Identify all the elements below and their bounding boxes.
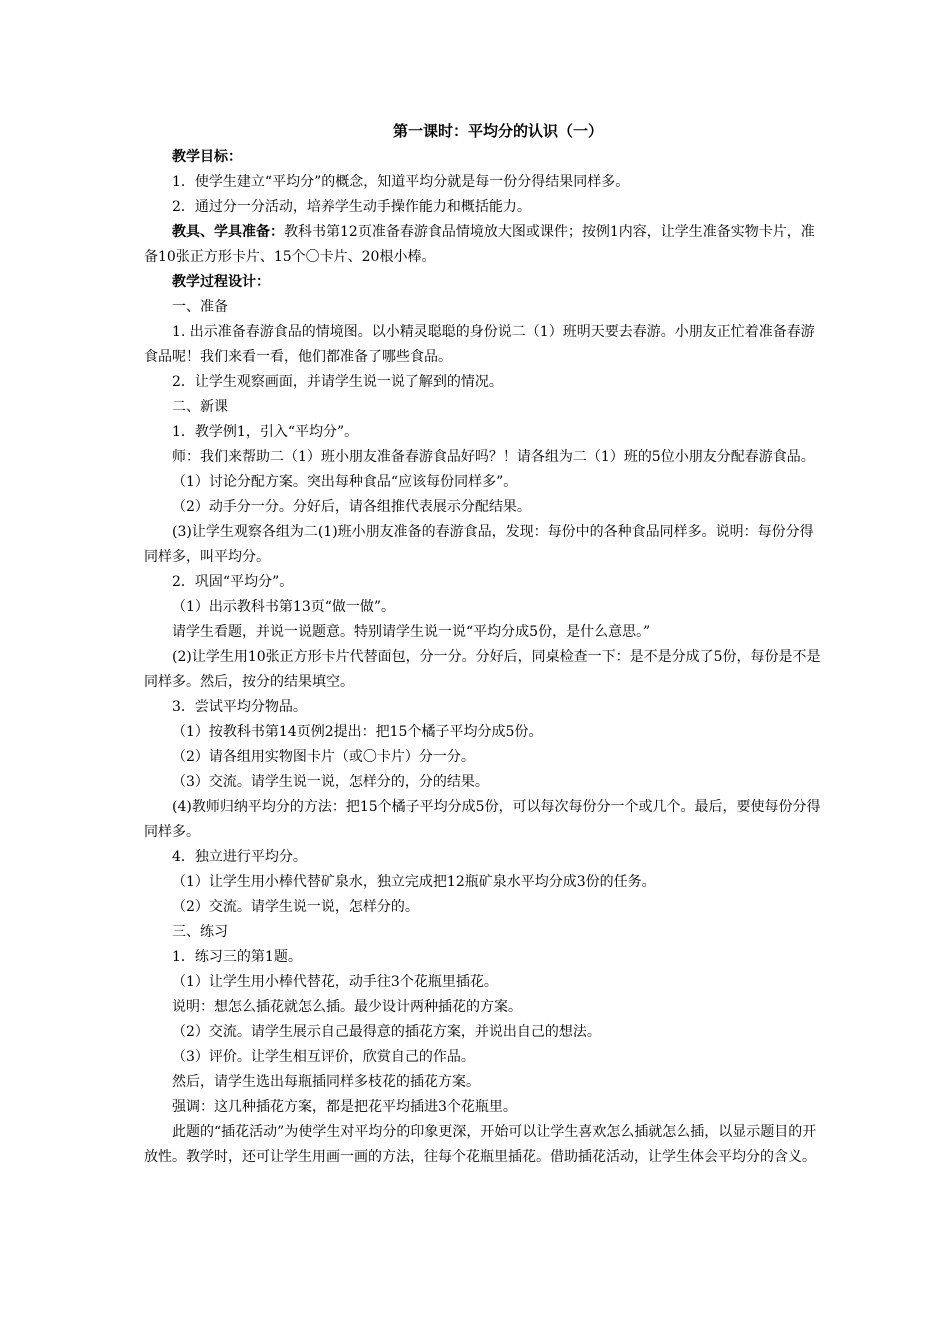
part-2-item-1-2: （2）动手分一分。分好后，请各组推代表展示分配结果。 (172, 499, 531, 515)
part-2-item-3-1: （1）按教科书第14页例2提出：把15个橘子平均分成5份。 (172, 724, 543, 740)
part-2-teacher: 师：我们来帮助二（1）班小朋友准备春游食品好吗？！请各组为二（1）班的5位小朋友分配春游食品。 (172, 449, 815, 465)
part-2-item-2-note: 请学生看题，并说一说题意。特别请学生说一说“平均分成5份，是什么意思。” (172, 624, 651, 640)
part-3-heading: 三、练习 (172, 924, 228, 940)
part-1-item-1: 1. 出示准备春游食品的情境图。以小精灵聪聪的身份说二（1）班明天要去春游。小朋友正忙着准备春游食品呢！我们来看一看，他们都准备了哪些食品。 (144, 324, 815, 365)
page-title: 第一课时：平均分的认识（一） (392, 122, 603, 140)
part-2-item-3: 3．尝试平均分物品。 (172, 699, 307, 715)
tools-text: 教科书第12页准备春游食品情境放大图或课件；按例1内容，让学生准备实物卡片，准备10张正方形卡片、15个〇卡片、20根小棒。 (144, 224, 815, 265)
goal-2: 2．通过分一分活动，培养学生动手操作能力和概括能力。 (172, 199, 531, 215)
part-2-item-3-2: （2）请各组用实物图卡片（或〇卡片）分一分。 (172, 749, 475, 765)
part-3-final: 此题的“插花活动”为使学生对平均分的印象更深，开始可以让学生喜欢怎么插就怎么插，以显示题目的开放性。教学时，还可让学生用画一画的方法，往每个花瓶里插花。借助插花活动，让学生体会平均分的含义。 (144, 1124, 817, 1165)
process-heading: 教学过程设计： (172, 274, 270, 290)
part-1-heading: 一、准备 (172, 299, 228, 315)
part-3-item-1-1: （1）让学生用小棒代替花，动手往3个花瓶里插花。 (172, 974, 498, 990)
goals-heading: 教学目标： (172, 149, 242, 165)
part-2-item-2: 2．巩固“平均分”。 (172, 574, 294, 590)
tools-heading: 教具、学具准备： (172, 224, 284, 240)
part-3-item-1-3: （3）评价。让学生相互评价，欣赏自己的作品。 (172, 1049, 475, 1065)
document-page (144, 120, 824, 1170)
part-2-heading: 二、新课 (172, 399, 228, 415)
part-2-item-3-3: （3）交流。请学生说一说，怎样分的，分的结果。 (172, 774, 489, 790)
part-2-item-4: 4．独立进行平均分。 (172, 849, 307, 865)
part-2-item-3-4: (4)教师归纳平均分的方法：把15个橘子平均分成5份，可以每次每份分一个或几个。最后，要使每份分得同样多。 (144, 799, 821, 840)
part-2-item-2-2: (2)让学生用10张正方形卡片代替面包，分一分。分好后，同桌检查一下：是不是分成了5份，每份是不是同样多。然后，按分的结果填空。 (144, 649, 821, 690)
goal-1: 1．使学生建立“平均分”的概念，知道平均分就是每一份分得结果同样多。 (172, 174, 630, 190)
part-3-item-1-2: （2）交流。请学生展示自己最得意的插花方案，并说出自己的想法。 (172, 1024, 601, 1040)
part-2-item-2-1: （1）出示教科书第13页“做一做”。 (172, 599, 396, 615)
part-2-item-4-1: （1）让学生用小棒代替矿泉水，独立完成把12瓶矿泉水平均分成3份的任务。 (172, 874, 656, 890)
part-2-item-1-3: (3)让学生观察各组为二(1)班小朋友准备的春游食品，发现：每份中的各种食品同样多。说明：每份分得同样多，叫平均分。 (144, 524, 814, 565)
part-1-item-2: 2．让学生观察画面，并请学生说一说了解到的情况。 (172, 374, 503, 390)
part-3-item-1-note: 说明：想怎么插花就怎么插。最少设计两种插花的方案。 (172, 999, 522, 1015)
part-3-item-1: 1．练习三的第1题。 (172, 949, 302, 965)
part-2-item-1: 1．教学例1，引入“平均分”。 (172, 424, 359, 440)
part-2-item-4-2: （2）交流。请学生说一说，怎样分的。 (172, 899, 419, 915)
part-3-then: 然后，请学生选出每瓶插同样多枝花的插花方案。 (172, 1074, 480, 1090)
tools-paragraph (144, 220, 824, 270)
part-2-item-1-1: （1）讨论分配方案。突出每种食品“应该每份同样多”。 (172, 474, 518, 490)
part-3-stress: 强调：这几种插花方案，都是把花平均插进3个花瓶里。 (172, 1099, 517, 1115)
